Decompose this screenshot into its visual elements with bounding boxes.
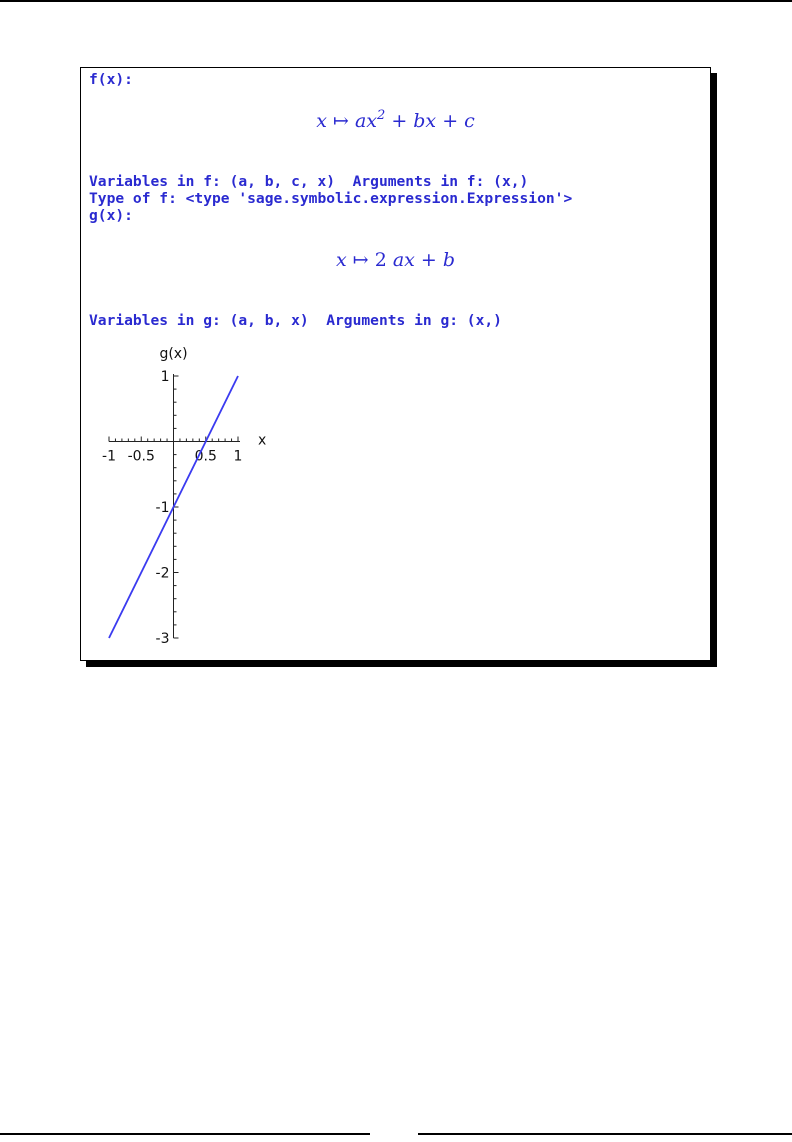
sage-output-cell: [80, 67, 711, 661]
x-tick-label: -1: [102, 448, 116, 465]
maps-to-arrow: ↦: [332, 110, 349, 132]
f-formula-lhs: x: [316, 110, 327, 132]
y-tick-label: 1: [160, 369, 170, 385]
g-formula-lhs: x: [335, 249, 347, 271]
g-plot: [81, 336, 341, 654]
g-variables-line: Variables in g: (a, b, x) Arguments in g: (x,): [89, 312, 502, 329]
x-tick-label: 1: [233, 448, 243, 465]
footer-rule-left: [0, 1133, 370, 1135]
f-formula-exponent: 2: [376, 108, 386, 123]
f-formula-a: ax: [354, 110, 377, 132]
y-tick-label: -2: [155, 565, 170, 582]
f-type-line: Type of f: <type 'sage.symbolic.expression.Expression'>: [89, 190, 573, 207]
x-tick-label: -0.5: [127, 448, 155, 465]
f-header: f(x):: [89, 71, 133, 88]
page-top-rule: [0, 0, 792, 2]
footer-rule-right: [418, 1133, 792, 1135]
f-variables-line: Variables in f: (a, b, c, x) Arguments in f: (x,): [89, 173, 529, 190]
g-formula-coef: 2: [374, 249, 387, 271]
f-formula-rest: + bx + c: [391, 110, 475, 132]
g-formula: [81, 249, 710, 271]
x-axis-label: x: [258, 432, 267, 449]
y-tick-label: -1: [155, 500, 170, 516]
g-header: g(x):: [89, 207, 133, 224]
g-formula-rest: ax + b: [392, 249, 456, 271]
maps-to-arrow: ↦: [352, 249, 369, 271]
y-tick-label: -3: [155, 631, 170, 647]
f-formula: [81, 110, 710, 132]
x-tick-label: 0.5: [194, 448, 217, 465]
y-axis-label: g(x): [159, 346, 188, 362]
